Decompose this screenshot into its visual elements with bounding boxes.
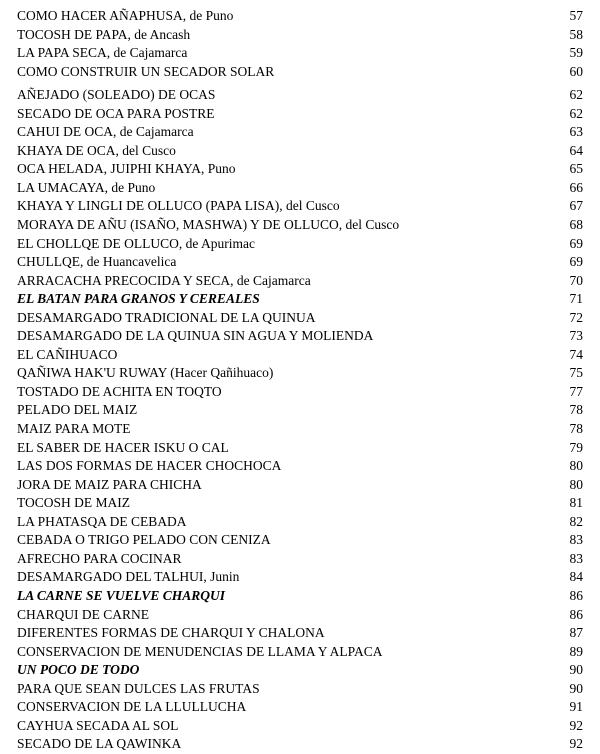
toc-entry-page-number: 64 — [569, 142, 583, 158]
toc-entry-title: CONSERVACION DE MENUDENCIAS DE LLAMA Y ALPACA — [17, 643, 383, 659]
toc-entry — [17, 383, 583, 402]
toc-entry — [17, 550, 583, 569]
toc-entry-title: EL BATAN PARA GRANOS Y CEREALES — [17, 291, 260, 307]
toc-entry-page-number: 87 — [569, 625, 583, 641]
toc-section-heading — [17, 661, 583, 680]
toc-entry-title: MAIZ PARA MOTE — [17, 421, 131, 437]
toc-entry — [17, 235, 583, 254]
toc-entry-title: PELADO DEL MAIZ — [17, 402, 138, 418]
toc-entry-title: MORAYA DE AÑU (ISAÑO, MASHWA) Y DE OLLUCO, del Cusco — [17, 217, 400, 233]
toc-entry-title: CEBADA O TRIGO PELADO CON CENIZA — [17, 532, 271, 548]
toc-entry-title: CAHUI DE OCA, de Cajamarca — [17, 124, 194, 140]
toc-entry-title: AÑEJADO (SOLEADO) DE OCAS — [17, 87, 216, 103]
toc-entry-title: CONSERVACION DE LA LLULLUCHA — [17, 699, 247, 715]
toc-entry — [17, 327, 583, 346]
toc-entry — [17, 401, 583, 420]
toc-entry-page-number: 70 — [569, 272, 583, 288]
toc-entry-title: TOCOSH DE MAIZ — [17, 495, 131, 511]
toc-entry-title: DIFERENTES FORMAS DE CHARQUI Y CHALONA — [17, 625, 325, 641]
toc-entry-page-number: 60 — [569, 63, 583, 79]
toc-entry-page-number: 69 — [569, 235, 583, 251]
toc-entry-title: CHARQUI DE CARNE — [17, 606, 150, 622]
toc-entry — [17, 680, 583, 699]
toc-entry-page-number: 58 — [569, 26, 583, 42]
toc-entry-page-number: 74 — [569, 346, 583, 362]
toc-entry-title: AFRECHO PARA COCINAR — [17, 550, 182, 566]
toc-entry-page-number: 84 — [569, 569, 583, 585]
toc-entry — [17, 531, 583, 550]
toc-entry-title: QAÑIWA HAK'U RUWAY (Hacer Qañihuaco) — [17, 365, 274, 381]
toc-entry-page-number: 68 — [569, 217, 583, 233]
toc-entry — [17, 123, 583, 142]
toc-entry — [17, 309, 583, 328]
toc-entry — [17, 364, 583, 383]
toc-entry-page-number: 71 — [569, 291, 583, 307]
toc-entry-title: DESAMARGADO DEL TALHUI, Junin — [17, 569, 240, 585]
toc-entry-title: COMO HACER AÑAPHUSA, de Puno — [17, 8, 234, 23]
toc-entry — [17, 44, 583, 63]
toc-entry — [17, 197, 583, 216]
toc-entry — [17, 346, 583, 365]
toc-entry-page-number: 80 — [569, 476, 583, 492]
toc-section-heading — [17, 587, 583, 606]
toc-entry-title: COMO CONSTRUIR UN SECADOR SOLAR — [17, 63, 275, 79]
toc-entry-title: UN POCO DE TODO — [17, 662, 140, 678]
toc-entry-title: EL CAÑIHUACO — [17, 346, 118, 362]
toc-entry — [17, 179, 583, 198]
toc-entry-title: PARA QUE SEAN DULCES LAS FRUTAS — [17, 680, 260, 696]
toc-entry — [17, 457, 583, 476]
toc-entry — [17, 735, 583, 754]
toc-entry-title: KHAYA DE OCA, del Cusco — [17, 142, 176, 158]
toc-entry — [17, 253, 583, 272]
toc-entry-page-number: 83 — [569, 550, 583, 566]
toc-entry-page-number: 77 — [569, 383, 583, 399]
toc-entry-page-number: 65 — [569, 161, 583, 177]
toc-entry-title: TOSTADO DE ACHITA EN TOQTO — [17, 383, 222, 399]
toc-entry — [17, 476, 583, 495]
toc-entry-page-number: 83 — [569, 532, 583, 548]
toc-entry-title: DESAMARGADO TRADICIONAL DE LA QUINUA — [17, 309, 316, 325]
toc-entry — [17, 7, 583, 26]
toc-entry — [17, 63, 583, 82]
toc-entry-title: CAYHUA SECADA AL SOL — [17, 717, 179, 733]
toc-entry-title: LA UMACAYA, de Puno — [17, 179, 156, 195]
toc-entry — [17, 420, 583, 439]
toc-entry-page-number: 92 — [569, 717, 583, 733]
toc-entry-page-number: 75 — [569, 365, 583, 381]
toc-entry-page-number: 73 — [569, 328, 583, 344]
toc-entry-page-number: 57 — [569, 8, 583, 23]
toc-entry-title: SECADO DE OCA PARA POSTRE — [17, 105, 215, 121]
toc-entry-page-number: 78 — [569, 402, 583, 418]
toc-entry-page-number: 82 — [569, 513, 583, 529]
toc-entry — [17, 26, 583, 45]
toc-entry — [17, 142, 583, 161]
toc-entry-page-number: 89 — [569, 643, 583, 659]
toc-entry — [17, 698, 583, 717]
toc-entry-title: DESAMARGADO DE LA QUINUA SIN AGUA Y MOLIENDA — [17, 328, 374, 344]
toc-entry-page-number: 80 — [569, 458, 583, 474]
toc-entry-title: OCA HELADA, JUIPHI KHAYA, Puno — [17, 161, 236, 177]
toc-entry — [17, 606, 583, 625]
toc-entry-page-number: 66 — [569, 179, 583, 195]
toc-entry — [17, 272, 583, 291]
toc-entry-page-number: 67 — [569, 198, 583, 214]
toc-entry-title: SECADO DE LA QAWINKA — [17, 736, 182, 752]
toc-entry — [17, 494, 583, 513]
toc-section-heading — [17, 290, 583, 309]
toc-entry — [17, 105, 583, 124]
toc-entry — [17, 717, 583, 736]
toc-entry-page-number: 59 — [569, 45, 583, 61]
toc-entry-page-number: 91 — [569, 699, 583, 715]
toc-entry-page-number: 79 — [569, 439, 583, 455]
toc-entry-page-number: 62 — [569, 87, 583, 103]
toc-entry-page-number: 78 — [569, 421, 583, 437]
toc-entry-page-number: 86 — [569, 587, 583, 603]
toc-entry-page-number: 62 — [569, 105, 583, 121]
toc-entry-title: KHAYA Y LINGLI DE OLLUCO (PAPA LISA), del Cusco — [17, 198, 340, 214]
toc-entry — [17, 513, 583, 532]
toc-entry-title: LA PHATASQA DE CEBADA — [17, 513, 187, 529]
toc-entry — [17, 643, 583, 662]
toc-entry-title: LA CARNE SE VUELVE CHARQUI — [17, 587, 226, 603]
toc-entry — [17, 216, 583, 235]
toc-entry-title: ARRACACHA PRECOCIDA Y SECA, de Cajamarca — [17, 272, 311, 288]
toc-entry-title: LA PAPA SECA, de Cajamarca — [17, 45, 188, 61]
toc-entry-title: JORA DE MAIZ PARA CHICHA — [17, 476, 202, 492]
toc-entry-title: LAS DOS FORMAS DE HACER CHOCHOCA — [17, 458, 282, 474]
toc-entry-title: EL SABER DE HACER ISKU O CAL — [17, 439, 229, 455]
toc-entry — [17, 160, 583, 179]
toc-entry-title: EL CHOLLQE DE OLLUCO, de Apurimac — [17, 235, 255, 251]
toc-entry — [17, 439, 583, 458]
toc-entry-title: TOCOSH DE PAPA, de Ancash — [17, 26, 191, 42]
toc-entry — [17, 568, 583, 587]
toc-entry — [17, 624, 583, 643]
toc-entry-page-number: 92 — [569, 736, 583, 752]
toc-entry-page-number: 63 — [569, 124, 583, 140]
toc-entry-title: CHULLQE, de Huancavelica — [17, 254, 177, 270]
toc-entry-page-number: 90 — [569, 680, 583, 696]
table-of-contents — [17, 7, 583, 754]
toc-entry — [17, 86, 583, 105]
toc-entry-page-number: 90 — [569, 662, 583, 678]
toc-entry-page-number: 86 — [569, 606, 583, 622]
toc-entry-page-number: 81 — [569, 495, 583, 511]
toc-entry-page-number: 69 — [569, 254, 583, 270]
toc-entry-page-number: 72 — [569, 309, 583, 325]
